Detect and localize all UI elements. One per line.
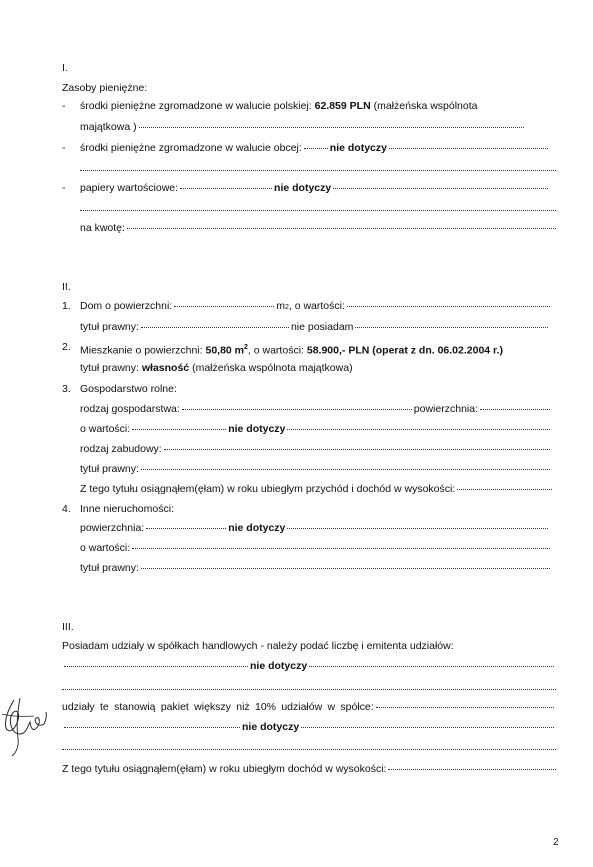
section-2-heading: II. — [62, 281, 71, 293]
other-value-line — [80, 542, 552, 555]
house-title-line — [80, 321, 550, 334]
stake-line — [62, 701, 556, 714]
foreign-cash-value: nie dotyczy — [329, 142, 387, 154]
flat-value-label: , o wartości: — [247, 344, 304, 357]
page-number: 2 — [553, 837, 559, 848]
pln-cash-note-2: majątkowa ) — [80, 121, 137, 133]
shares-income-line — [62, 763, 558, 776]
bullet: - — [62, 100, 66, 112]
item-number: 1. — [62, 300, 71, 312]
foreign-cash-line — [80, 142, 550, 155]
farm-building-label: rodzaj zabudowy: — [80, 443, 162, 455]
other-value-label: o wartości: — [80, 542, 131, 554]
dotted-line — [80, 210, 556, 211]
farm-title: Gospodarstwo rolne: — [80, 383, 177, 395]
farm-value: nie dotyczy — [228, 423, 286, 435]
farm-income-label: Z tego tytułu osiągnąłem(ęłam) w roku ubiegłym przychód i dochód w wysokości: — [80, 483, 456, 495]
bullet: - — [62, 142, 66, 154]
flat-title-line — [80, 362, 353, 375]
item-number: 4. — [62, 503, 71, 515]
section-3-heading: III. — [62, 621, 74, 633]
flat-line — [80, 341, 503, 358]
other-area-value: nie dotyczy — [228, 522, 286, 534]
farm-income-line — [80, 483, 554, 496]
unit-superscript: 2 — [244, 344, 248, 351]
farm-title-line — [80, 463, 552, 476]
pln-cash-value: 62.859 PLN — [314, 100, 371, 112]
unit-superscript: 2 — [284, 304, 289, 311]
farm-title-label: tytuł prawny: — [80, 463, 139, 475]
item-number: 2. — [62, 341, 71, 353]
item-number: 3. — [62, 383, 71, 395]
other-area-line — [80, 522, 550, 535]
flat-title-value: własność — [141, 362, 190, 374]
farm-building-line — [80, 443, 552, 456]
house-area-label: Dom o powierzchni: — [80, 300, 173, 312]
flat-title-label: tytuł prawny: — [80, 362, 139, 374]
shares-text: Posiadam udziały w spółkach handlowych - należy podać liczbę i emitenta udziałów: — [62, 640, 454, 652]
farm-type-label: rodzaj gospodarstwa: — [80, 403, 180, 415]
cash-assets-title: Zasoby pieniężne: — [62, 82, 148, 94]
dotted-line — [62, 749, 556, 750]
flat-title-note: (małżeńska wspólnota majątkowa) — [192, 362, 353, 374]
dotted-line — [80, 170, 556, 171]
securities-value: nie dotyczy — [274, 182, 332, 194]
foreign-cash-label: środki pieniężne zgromadzone w walucie obcej: — [80, 142, 302, 154]
securities-label: papiery wartościowe: — [80, 182, 179, 194]
other-area-label: powierzchnia: — [80, 522, 145, 534]
stake-value-line — [62, 721, 556, 734]
signature-initials — [0, 690, 52, 760]
shares-value-line — [62, 660, 556, 673]
other-title-line — [80, 562, 552, 575]
farm-type-line — [80, 403, 552, 416]
shares-value: nie dotyczy — [250, 660, 308, 672]
amount-label: na kwotę: — [80, 222, 125, 234]
pln-cash-line — [80, 100, 477, 113]
farm-area-label: powierzchnia: — [413, 403, 478, 415]
securities-line — [80, 182, 550, 195]
house-value-label: , o wartości: — [288, 300, 345, 312]
house-area-unit: m — [276, 300, 285, 312]
other-title-label: tytuł prawny: — [80, 562, 139, 574]
shares-income-label: Z tego tytułu osiągnąłem(ęłam) w roku ubiegłym dochód w wysokości: — [62, 763, 387, 775]
farm-value-label: o wartości: — [80, 423, 131, 435]
flat-area-value: 50,80 m — [205, 344, 245, 357]
house-title-label: tytuł prawny: — [80, 321, 139, 333]
dotted-line — [62, 689, 556, 690]
farm-value-line — [80, 423, 552, 436]
house-line — [80, 300, 552, 314]
flat-value: 58.900,- PLN (operat z dn. 06.02.2004 r.) — [306, 344, 503, 357]
flat-area-label: Mieszkanie o powierzchni: — [80, 344, 203, 357]
house-title-value: nie posiadam — [290, 321, 354, 333]
bullet: - — [62, 182, 66, 194]
pln-cash-label: środki pieniężne zgromadzone w walucie polskiej: — [80, 100, 312, 112]
pln-cash-line-2 — [80, 121, 526, 134]
stake-label: udziały te stanowią pakiet większy niż 10% udziałów w spółce: — [62, 701, 374, 713]
pln-cash-note: (małżeńska wspólnota — [373, 100, 478, 112]
section-1-heading: I. — [62, 62, 68, 74]
other-property-title: Inne nieruchomości: — [80, 503, 174, 515]
amount-line — [80, 222, 558, 235]
stake-value: nie dotyczy — [242, 721, 300, 733]
